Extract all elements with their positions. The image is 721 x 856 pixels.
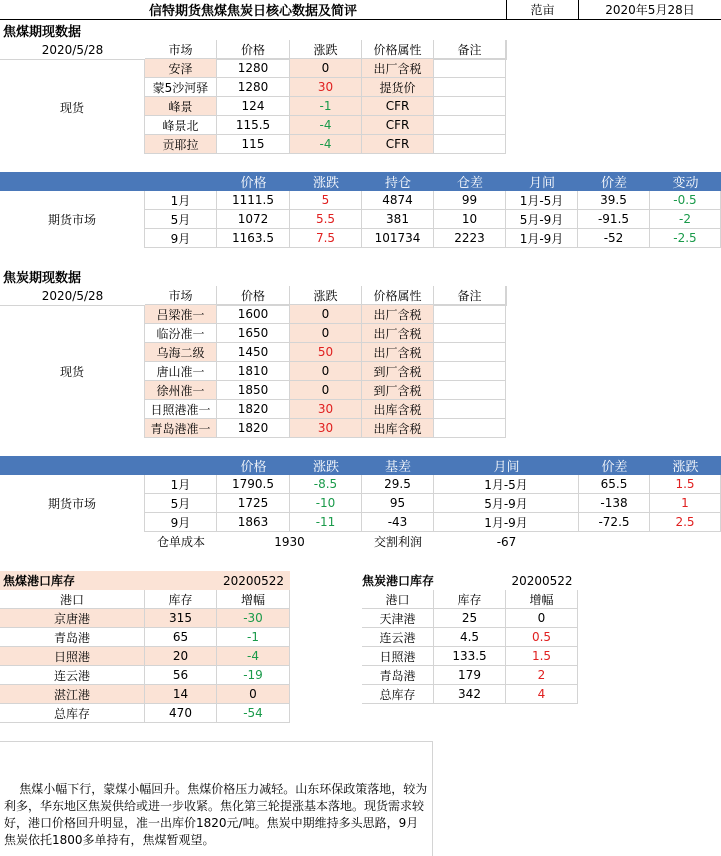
port-change-cell: 4 [506,685,578,704]
spot-market-cell: 青岛港准一 [145,419,217,438]
port-col-header: 库存 [145,590,217,609]
coal-port-title: 焦煤港口库存 [3,574,76,588]
futures-price-cell: 1863 [217,513,290,532]
spot-market-cell: 吕梁准一 [145,305,217,324]
report-title: 信特期货焦煤焦炭日核心数据及简评 [148,4,357,19]
spot-row [0,305,506,324]
commentary-box [0,741,433,856]
futures-change-cell: -8.5 [290,475,362,494]
spot-note-cell [434,362,506,381]
spot-attr-cell: CFR [362,97,434,116]
port-change-cell: 0 [506,609,578,628]
spot-market-cell: 乌海二级 [145,343,217,362]
port-stock-cell: 56 [145,666,217,685]
futures-basis-cell: 29.5 [362,475,434,494]
port-port-cell: 日照港 [0,647,145,666]
futures-month-cell: 1月 [145,191,217,210]
port-col-header: 港口 [362,590,434,609]
coke-futures-table [0,475,721,551]
spot-note-cell [434,116,506,135]
futures-price-cell: 1790.5 [217,475,290,494]
spot-col-header: 涨跌 [290,40,362,59]
coking-coal-section [0,20,506,154]
spot-price-cell: 1810 [217,362,290,381]
port-row [0,666,290,685]
coke-spot-label: 现货 [0,305,145,438]
port-port-cell: 京唐港 [0,609,145,628]
port-change-cell: 1.5 [506,647,578,666]
port-change-cell: -4 [217,647,290,666]
futures-col-header: 仓差 [456,176,483,191]
profit-value: -67 [496,534,517,549]
spot-row [0,97,506,116]
port-header-row [362,590,578,609]
spot-market-cell: 安泽 [145,59,217,78]
futures-col-header: 价差 [601,460,628,475]
spot-price-cell: 115 [217,135,290,154]
spot-attr-cell: CFR [362,116,434,135]
coking-coal-spot-label: 现货 [0,60,145,154]
port-stock-cell: 25 [434,609,506,628]
coal-port-inventory [0,571,290,723]
futures-spread_change-cell: -0.5 [650,191,721,210]
spot-price-cell: 115.5 [217,116,290,135]
coking-coal-futures-header [0,172,721,191]
port-change-cell: -30 [217,609,290,628]
futures-month-cell: 5月 [145,210,217,229]
port-row [0,704,290,723]
futures-price-cell: 1725 [217,494,290,513]
futures-col-header: 价格 [240,460,267,475]
futures-oi-cell: 101734 [362,229,434,248]
port-row [362,685,578,704]
futures-spread_name-cell: 5月-9月 [434,494,579,513]
coke-section-title: 焦炭期现数据 [3,270,82,286]
spot-note-cell [434,97,506,116]
spot-row [0,59,506,78]
port-change-cell: 2 [506,666,578,685]
port-port-cell: 总库存 [0,704,145,723]
spot-row [0,381,506,400]
spot-market-cell: 蒙5沙河驿 [145,78,217,97]
port-row [0,647,290,666]
coking-coal-futures-table [0,191,721,248]
futures-col-header: 基差 [384,460,411,475]
report-date: 2020年5月28日 [578,0,721,19]
spot-row [0,116,506,135]
spot-market-cell: 徐州准一 [145,381,217,400]
futures-row [0,494,721,513]
spot-price-cell: 124 [217,97,290,116]
spot-note-cell [434,324,506,343]
coke-futures-header [0,456,721,475]
port-port-cell: 湛江港 [0,685,145,704]
futures-spread-cell: -91.5 [578,210,650,229]
futures-spread_name-cell: 1月-9月 [434,513,579,532]
spot-col-header: 价格 [217,286,290,305]
spot-row [0,362,506,381]
spot-change-cell: 0 [290,381,362,400]
port-port-cell: 青岛港 [0,628,145,647]
futures-month-cell: 1月 [145,475,217,494]
commentary-text: 焦煤小幅下行，蒙煤小幅回升。焦煤价格压力减轻。山东环保政策落地，较为利多，华东地区焦炭供给或进一步收紧。焦化第三轮提涨基本落地。现货需求较好，港口价格回升明显，准一出库价1820元/吨。焦炭中期维持多头思路，9月焦炭依托1800多单持有，焦煤暂观望。 [4,782,428,847]
spot-change-cell: 0 [290,305,362,324]
futures-month-cell: 9月 [145,513,217,532]
port-port-cell: 青岛港 [362,666,434,685]
futures-oi_change-cell: 2223 [434,229,506,248]
port-stock-cell: 20 [145,647,217,666]
spot-header-row [0,286,507,306]
futures-col-header: 涨跌 [672,460,699,475]
futures-row [0,513,721,532]
futures-change-cell: 7.5 [290,229,362,248]
spot-change-cell: 0 [290,362,362,381]
futures-spread_change-cell: 1 [650,494,721,513]
spot-change-cell: -4 [290,135,362,154]
spot-price-cell: 1650 [217,324,290,343]
spot-attr-cell: 出厂含税 [362,305,434,324]
coal-port-title-row [0,571,290,590]
spot-attr-cell: 到厂含税 [362,362,434,381]
port-stock-cell: 342 [434,685,506,704]
futures-spread_name-cell: 1月-5月 [434,475,579,494]
spot-col-header: 价格 [217,40,290,59]
futures-spread-cell: -138 [579,494,650,513]
spot-change-cell: 0 [290,59,362,78]
spot-row [0,400,506,419]
spot-col-header: 备注 [434,40,506,59]
futures-row [0,475,721,494]
coke-port-title: 焦炭港口库存 [362,574,435,588]
spot-price-cell: 1850 [217,381,290,400]
port-col-header: 增幅 [506,590,578,609]
coke-cost-row [0,532,721,551]
header-bar [0,0,721,20]
port-col-header: 增幅 [217,590,290,609]
port-stock-cell: 65 [145,628,217,647]
coke-port-date: 20200522 [511,573,573,588]
futures-row [0,210,721,229]
futures-month-cell: 5月 [145,494,217,513]
spot-price-cell: 1820 [217,419,290,438]
spot-note-cell [434,305,506,324]
spot-price-cell: 1820 [217,400,290,419]
port-change-cell: 0 [217,685,290,704]
port-stock-cell: 133.5 [434,647,506,666]
spot-row [0,135,506,154]
spot-row [0,324,506,343]
futures-spread-cell: 39.5 [578,191,650,210]
futures-spread_name-cell: 1月-9月 [506,229,578,248]
spot-note-cell [434,59,506,78]
spot-market-cell: 峰景 [145,97,217,116]
port-port-cell: 连云港 [0,666,145,685]
spot-col-header: 价格属性 [362,286,434,305]
futures-col-header: 持仓 [384,176,411,191]
spot-price-cell: 1450 [217,343,290,362]
futures-spread_change-cell: 2.5 [650,513,721,532]
port-row [362,628,578,647]
spot-attr-cell: 出库含税 [362,400,434,419]
coal-port-date: 20200522 [222,573,285,588]
spot-note-cell [434,78,506,97]
spot-note-cell [434,343,506,362]
futures-col-header: 月间 [528,176,555,191]
cost-label: 仓单成本 [156,535,205,549]
author-label: 范亩 [506,0,578,19]
spot-price-cell: 1280 [217,78,290,97]
spot-note-cell [434,419,506,438]
spot-col-header: 涨跌 [290,286,362,305]
spot-attr-cell: 出厂含税 [362,59,434,78]
futures-col-header: 涨跌 [312,460,339,475]
futures-spread_name-cell: 5月-9月 [506,210,578,229]
futures-oi-cell: 4874 [362,191,434,210]
futures-basis-cell: -43 [362,513,434,532]
port-port-cell: 总库存 [362,685,434,704]
port-change-cell: -1 [217,628,290,647]
coking-coal-section-title: 焦煤期现数据 [3,24,82,40]
coking-coal-date: 2020/5/28 [41,43,104,57]
spot-row [0,343,506,362]
spot-change-cell: 30 [290,400,362,419]
futures-row [0,229,721,248]
futures-basis-cell: 95 [362,494,434,513]
spot-col-header: 市场 [145,40,217,59]
futures-spread-cell: -72.5 [579,513,650,532]
port-row [0,685,290,704]
spot-row [0,78,506,97]
spot-market-cell: 临汾准一 [145,324,217,343]
port-port-cell: 日照港 [362,647,434,666]
coke-section [0,266,506,438]
futures-change-cell: -10 [290,494,362,513]
futures-change-cell: -11 [290,513,362,532]
futures-oi_change-cell: 10 [434,210,506,229]
futures-oi-cell: 381 [362,210,434,229]
port-col-header: 港口 [0,590,145,609]
coke-futures-columns [0,456,721,475]
port-row [362,647,578,666]
spot-change-cell: 50 [290,343,362,362]
coke-date: 2020/5/28 [41,288,104,303]
coking-coal-futures-columns [0,172,721,191]
spot-market-cell: 日照港准一 [145,400,217,419]
futures-col-header: 价差 [600,176,627,191]
futures-change-cell: 5 [290,191,362,210]
spot-change-cell: -4 [290,116,362,135]
coke-port-inventory [362,571,578,704]
port-change-cell: -19 [217,666,290,685]
spot-change-cell: 30 [290,78,362,97]
port-row [362,666,578,685]
futures-spread_change-cell: 1.5 [650,475,721,494]
spot-attr-cell: 到厂含税 [362,381,434,400]
futures-price-cell: 1163.5 [217,229,290,248]
spot-change-cell: -1 [290,97,362,116]
futures-price-cell: 1111.5 [217,191,290,210]
port-col-header: 库存 [434,590,506,609]
port-row [0,609,290,628]
coking-coal-futures-label: 期货市场 [0,191,145,248]
spot-price-cell: 1600 [217,305,290,324]
spot-attr-cell: 提货价 [362,78,434,97]
port-stock-cell: 14 [145,685,217,704]
spot-attr-cell: 出库含税 [362,419,434,438]
spot-change-cell: 0 [290,324,362,343]
port-change-cell: -54 [217,704,290,723]
spot-attr-cell: 出厂含税 [362,324,434,343]
spot-note-cell [434,400,506,419]
spot-price-cell: 1280 [217,59,290,78]
port-change-cell: 0.5 [506,628,578,647]
port-port-cell: 连云港 [362,628,434,647]
futures-spread_change-cell: -2 [650,210,721,229]
futures-col-header: 涨跌 [312,176,339,191]
port-stock-cell: 470 [145,704,217,723]
spot-attr-cell: 出厂含税 [362,343,434,362]
futures-row [0,191,721,210]
spot-market-cell: 峰景北 [145,116,217,135]
port-header-row [0,590,290,609]
futures-spread_change-cell: -2.5 [650,229,721,248]
futures-price-cell: 1072 [217,210,290,229]
futures-spread-cell: -52 [578,229,650,248]
spot-market-cell: 贡耶拉 [145,135,217,154]
spot-col-header: 价格属性 [362,40,434,59]
port-stock-cell: 315 [145,609,217,628]
spot-attr-cell: CFR [362,135,434,154]
futures-col-header: 变动 [672,176,699,191]
port-port-cell: 天津港 [362,609,434,628]
spot-row [0,419,506,438]
port-stock-cell: 4.5 [434,628,506,647]
cost-value: 1930 [274,534,305,549]
profit-label: 交割利润 [373,535,422,549]
futures-col-header: 价格 [240,176,267,191]
spot-note-cell [434,381,506,400]
coke-port-title-row [362,571,578,590]
port-row [0,628,290,647]
futures-month-cell: 9月 [145,229,217,248]
port-stock-cell: 179 [434,666,506,685]
futures-change-cell: 5.5 [290,210,362,229]
port-row [362,609,578,628]
futures-oi_change-cell: 99 [434,191,506,210]
spot-note-cell [434,135,506,154]
futures-col-header: 月间 [493,460,520,475]
spot-col-header: 备注 [434,286,506,305]
spot-change-cell: 30 [290,419,362,438]
futures-spread_name-cell: 1月-5月 [506,191,578,210]
futures-spread-cell: 65.5 [579,475,650,494]
spot-header-row [0,40,507,60]
coke-futures-label: 期货市场 [0,475,145,532]
spot-market-cell: 唐山准一 [145,362,217,381]
spot-col-header: 市场 [145,286,217,305]
